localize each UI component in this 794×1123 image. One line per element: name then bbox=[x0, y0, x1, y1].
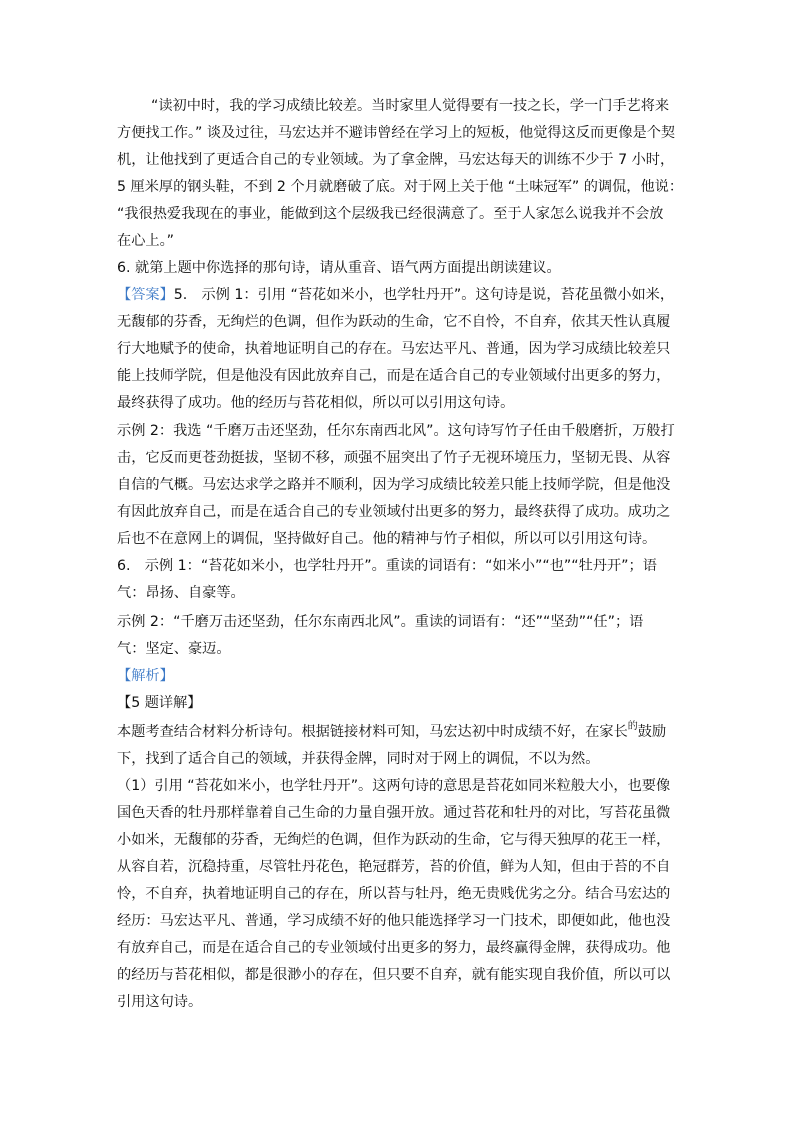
text-line: 5 厘米厚的钢头鞋，不到 2 个月就磨破了底。对于网上关于他 “土味冠军” 的调侃，他说： bbox=[117, 179, 684, 195]
text-line: （1）引用 “苔花如米小，也学牡丹开”。这两句诗的意思是苔花如同米粒般大小，也要像 bbox=[117, 778, 671, 794]
analysis-text: 鼓励 bbox=[637, 724, 667, 740]
text-line: 怜，不自弃，执着地证明自己的存在，所以苔与牡丹，绝无贵贱优劣之分。结合马宏达的 bbox=[117, 886, 671, 902]
text-line: 经历：马宏达平凡、普通，学习成绩不好的他只能选择学习一门技术，即便如此，他也没 bbox=[117, 913, 671, 929]
text-line: 有因此放弃自己，而是在适合自己的专业领域付出更多的努力，最终获得了成功。成功之 bbox=[117, 504, 671, 520]
answer-tag: 【答案】 bbox=[117, 287, 174, 303]
text-line: 有放弃自己，而是在适合自己的专业领域付出更多的努力，最终赢得金牌，获得成功。他 bbox=[117, 940, 671, 956]
text-line: 在心上。” bbox=[117, 233, 175, 249]
text-line: “读初中时，我的学习成绩比较差。当时家里人觉得要有一技之长，学一门手艺将来 bbox=[151, 98, 670, 114]
analysis-tag: 【解析】 bbox=[117, 668, 174, 684]
text-line: 国色天香的牡丹那样靠着自己生命的力量自强开放。通过苔花和牡丹的对比，写苔花虽微 bbox=[117, 805, 671, 821]
text-line: 无馥郁的芬香，无绚烂的色调，但作为跃动的生命，它不自怜，不自弃，依其天性认真履 bbox=[117, 314, 671, 330]
text-line: 行大地赋予的使命，执着地证明自己的存在。马宏达平凡、普通，因为学习成绩比较差只 bbox=[117, 341, 671, 357]
text-line: 示例 2：“千磨万击还坚劲，任尔东南西北风”。重读的词语有：“还”“坚劲”“任”；语 bbox=[117, 614, 644, 630]
text-line: 小如米，无馥郁的芬香，无绚烂的色调，但作为跃动的生命，它与得天独厚的花王一样， bbox=[117, 832, 671, 848]
answer-line bbox=[117, 285, 674, 305]
text-line: 6. 示例 1：“苔花如米小，也学牡丹开”。重读的词语有：“如米小”“也”“牡丹开”；语 bbox=[117, 558, 657, 574]
text-line: 气：坚定、豪迈。 bbox=[117, 641, 231, 657]
answer-text: 5. 示例 1：引用 “苔花如米小，也学牡丹开”。这句诗是说，苔花虽微小如米， bbox=[173, 287, 675, 303]
analysis-line bbox=[117, 722, 666, 744]
text-line: 能上技师学院，但是他没有因此放弃自己，而是在适合自己的专业领域付出更多的努力， bbox=[117, 368, 671, 384]
text-line: 的经历与苔花相似，都是很渺小的存在，但只要不自弃，就有能实现自我价值，所以可以 bbox=[117, 967, 671, 983]
text-line: 示例 2：我选 “千磨万击还坚劲，任尔东南西北风”。这句诗写竹子任由千般磨折，万般打 bbox=[117, 423, 675, 439]
analysis-text: 本题考查结合材料分析诗句。根据链接材料可知，马宏达初中时成绩不好，在家长 bbox=[117, 724, 628, 740]
text-line: 气：昂扬、自豪等。 bbox=[117, 585, 245, 601]
text-line: 机，让他找到了更适合自己的专业领域。为了拿金牌，马宏达每天的训练不少于 7 小时， bbox=[117, 152, 675, 168]
text-line: 方便找工作。” 谈及过往，马宏达并不避讳曾经在学习上的短板，他觉得这反而更像是个契 bbox=[117, 125, 676, 141]
text-line: 后也不在意网上的调侃，坚持做好自己。他的精神与竹子相似，所以可以引用这句诗。 bbox=[117, 531, 657, 547]
text-line: 从容自若，沉稳持重，尽管牡丹花色，艳冠群芳，苔的价值，鲜为人知，但由于苔的不自 bbox=[117, 859, 671, 875]
text-line: 自信的气概。马宏达求学之路并不顺利，因为学习成绩比较差只能上技师学院，但是他没 bbox=[117, 477, 671, 493]
superscript-char: 的 bbox=[627, 721, 638, 732]
text-line: 击，它反而更苍劲挺拔，坚韧不移，顽强不屈突出了竹子无视环境压力，坚韧无畏、从容 bbox=[117, 450, 671, 466]
question-6: 6. 就第上题中你选择的那句诗，请从重音、语气两方面提出朗读建议。 bbox=[117, 260, 561, 276]
text-line: 下，找到了适合自己的领域，并获得金牌，同时对于网上的调侃，不以为然。 bbox=[117, 751, 600, 767]
analysis-heading: 【5 题详解】 bbox=[117, 695, 202, 711]
text-line: 最终获得了成功。他的经历与苔花相似，所以可以引用这句诗。 bbox=[117, 395, 515, 411]
text-line: 引用这句诗。 bbox=[117, 994, 203, 1010]
text-line: “我很热爱我现在的事业，能做到这个层级我已经很满意了。至于人家怎么说我并不会放 bbox=[117, 206, 664, 222]
